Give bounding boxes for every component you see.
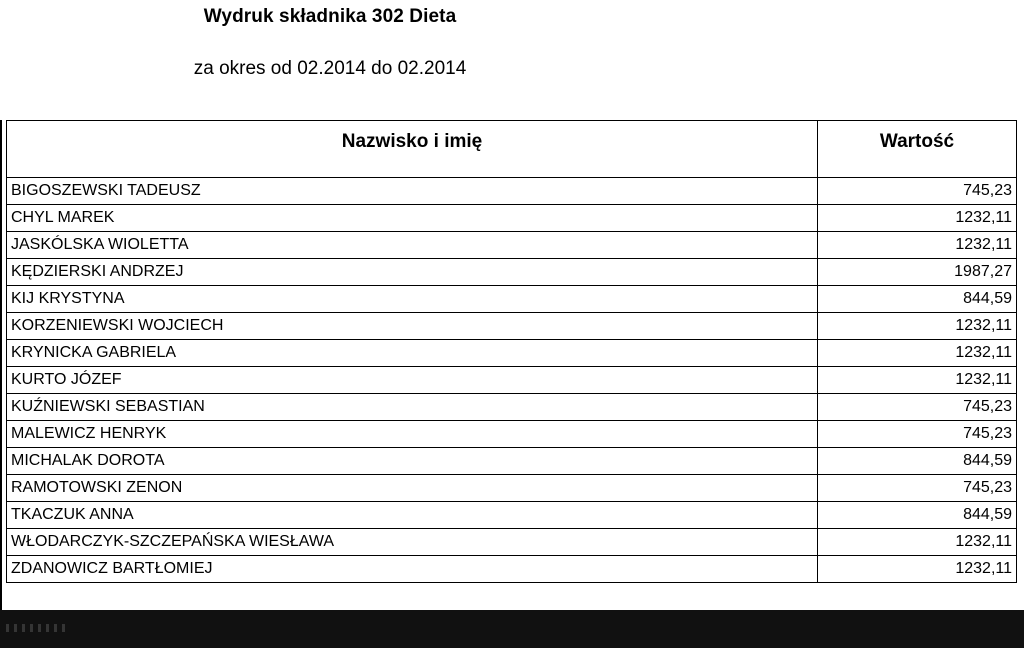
cell-value: 745,23	[818, 178, 1017, 205]
cell-value: 745,23	[818, 394, 1017, 421]
cell-value: 1232,11	[818, 205, 1017, 232]
cell-value: 1232,11	[818, 529, 1017, 556]
cell-name: JASKÓLSKA WIOLETTA	[7, 232, 818, 259]
cell-value: 745,23	[818, 421, 1017, 448]
cell-name: KĘDZIERSKI ANDRZEJ	[7, 259, 818, 286]
cell-value: 844,59	[818, 286, 1017, 313]
cell-value: 1987,27	[818, 259, 1017, 286]
scan-edge-line	[0, 120, 2, 610]
cell-value: 1232,11	[818, 340, 1017, 367]
cell-name: BIGOSZEWSKI TADEUSZ	[7, 178, 818, 205]
diet-table	[6, 120, 1017, 583]
table-header-row	[7, 121, 1017, 178]
cell-name: RAMOTOWSKI ZENON	[7, 475, 818, 502]
cell-value: 844,59	[818, 502, 1017, 529]
table-row	[7, 448, 1017, 475]
cell-value: 1232,11	[818, 367, 1017, 394]
cell-value: 844,59	[818, 448, 1017, 475]
table-row	[7, 421, 1017, 448]
table-row	[7, 475, 1017, 502]
cell-name: TKACZUK ANNA	[7, 502, 818, 529]
cell-value: 745,23	[818, 475, 1017, 502]
table-row	[7, 259, 1017, 286]
page-bottom-margin	[0, 648, 1024, 654]
table-row	[7, 394, 1017, 421]
cell-value: 1232,11	[818, 232, 1017, 259]
table-row	[7, 367, 1017, 394]
table-row	[7, 205, 1017, 232]
cell-value: 1232,11	[818, 313, 1017, 340]
table-row	[7, 313, 1017, 340]
cell-name: KORZENIEWSKI WOJCIECH	[7, 313, 818, 340]
table-row	[7, 556, 1017, 583]
table-row	[7, 286, 1017, 313]
cell-value: 1232,11	[818, 556, 1017, 583]
table-row	[7, 232, 1017, 259]
cell-name: MICHALAK DOROTA	[7, 448, 818, 475]
cell-name: ZDANOWICZ BARTŁOMIEJ	[7, 556, 818, 583]
table-row	[7, 529, 1017, 556]
cell-name: KURTO JÓZEF	[7, 367, 818, 394]
cell-name: MALEWICZ HENRYK	[7, 421, 818, 448]
document-title: Wydruk składnika 302 Dieta	[203, 6, 457, 27]
redacted-total-bar	[0, 610, 1024, 648]
scan-noise	[6, 624, 66, 632]
diet-table-container	[6, 120, 1016, 583]
cell-name: KUŹNIEWSKI SEBASTIAN	[7, 394, 818, 421]
table-row	[7, 502, 1017, 529]
document-period: za okres od 02.2014 do 02.2014	[193, 58, 467, 79]
cell-name: CHYL MAREK	[7, 205, 818, 232]
table-row	[7, 178, 1017, 205]
cell-name: KRYNICKA GABRIELA	[7, 340, 818, 367]
table-row	[7, 340, 1017, 367]
column-header-name: Nazwisko i imię	[7, 121, 818, 178]
column-header-value: Wartość	[818, 121, 1017, 178]
cell-name: WŁODARCZYK-SZCZEPAŃSKA WIESŁAWA	[7, 529, 818, 556]
cell-name: KIJ KRYSTYNA	[7, 286, 818, 313]
